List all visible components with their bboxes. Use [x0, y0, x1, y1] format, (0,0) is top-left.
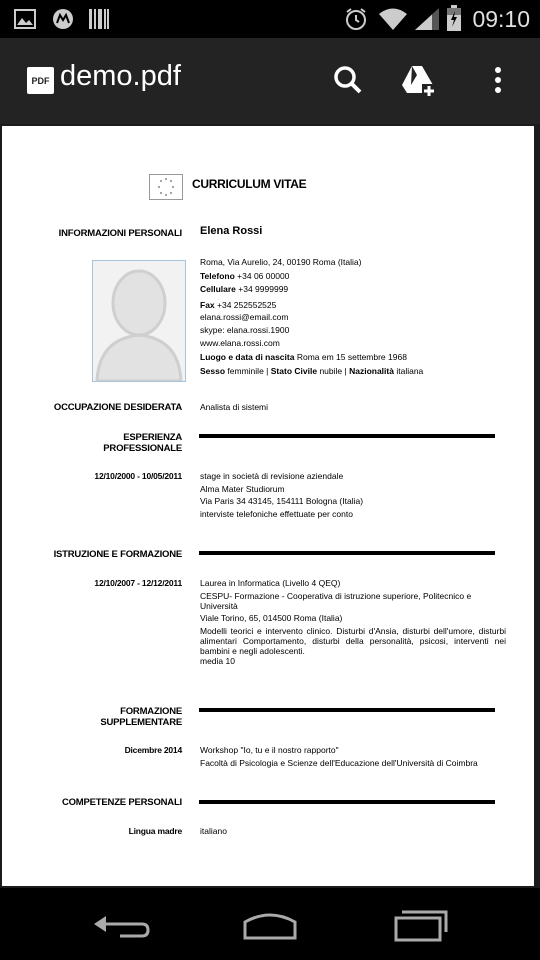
birth-value: Roma em 15 settembre 1968 [296, 352, 407, 362]
education-degree: Laurea in Informatica (Livello 4 QEQ) [200, 578, 341, 588]
birth-label: Luogo e data di nascita [200, 352, 295, 362]
nationality-value: italiana [396, 366, 424, 376]
section-heading-training [22, 706, 182, 728]
training-line: Workshop "Io, tu e il nostro rapporto" [200, 745, 339, 755]
gallery-notification-icon [14, 9, 36, 29]
training-date: Dicembre 2014 [124, 745, 182, 755]
personal-details-row [200, 366, 423, 377]
fax-row [200, 300, 276, 311]
separator: | [344, 366, 347, 376]
nationality-label: Nazionalità [349, 366, 394, 376]
clock-time: 09:10 [472, 6, 530, 32]
education-address: Viale Torino, 65, 014500 Roma (Italia) [200, 613, 343, 623]
battery-icon [446, 5, 462, 32]
heading-line: SUPPLEMENTARE [100, 717, 182, 728]
section-rule [199, 708, 495, 712]
phone-value: +34 06 00000 [237, 271, 290, 281]
education-description: Modelli teorici e intervento clinico. Disturbi d'Ansia, disturbi dell'umore, disturbi alimentari Comportamento, disturbi della personalità, psicosi, interventi nei bambini e negli adolescenti. [200, 626, 506, 656]
motorola-notification-icon [52, 8, 74, 30]
fax-value: +34 252552525 [217, 300, 277, 310]
website: www.elana.rossi.com [200, 338, 280, 348]
experience-dates: 12/10/2000 - 10/05/2011 [94, 471, 182, 481]
pdf-page[interactable] [2, 126, 534, 886]
section-heading-personal: INFORMAZIONI PERSONALI [58, 228, 182, 239]
back-icon[interactable] [86, 904, 156, 944]
experience-line: Via Paris 34 43145, 154111 Bologna (Italia) [200, 496, 364, 506]
separator: | [266, 366, 269, 376]
section-heading-education: ISTRUZIONE E FORMAZIONE [53, 549, 182, 560]
civil-status-value: nubile [319, 366, 343, 376]
skype: skype: elana.rossi.1900 [200, 325, 290, 335]
wifi-icon [378, 7, 408, 31]
profile-photo [92, 260, 186, 382]
phone-label: Telefono [200, 271, 235, 281]
document-title: demo.pdf [60, 60, 181, 92]
mobile-label: Cellulare [200, 284, 236, 294]
heading-line: FORMAZIONE [120, 706, 182, 717]
section-rule [199, 800, 495, 804]
section-heading-experience [22, 432, 182, 454]
phone-row [200, 271, 289, 282]
birth-row [200, 352, 407, 363]
address: Roma, Via Aurelio, 24, 00190 Roma (Italia) [200, 257, 362, 267]
civil-status-label: Stato Civile [270, 366, 318, 376]
sex-label: Sesso [200, 366, 226, 376]
alarm-icon [344, 7, 368, 31]
mobile-row [200, 284, 288, 295]
section-heading-skills: COMPETENZE PERSONALI [61, 797, 182, 808]
cv-title: CURRICULUM VITAE [192, 177, 307, 191]
add-to-drive-icon[interactable] [398, 60, 438, 100]
home-icon[interactable] [235, 904, 305, 944]
experience-line: interviste telefoniche effettuate per conto [200, 509, 353, 519]
person-name: Elena Rossi [200, 225, 263, 237]
education-dates: 12/10/2007 - 12/12/2011 [94, 578, 182, 588]
fax-label: Fax [200, 300, 215, 310]
cell-signal-icon [414, 7, 440, 31]
native-language-label: Lingua madre [128, 826, 182, 836]
sex-value: femminile [227, 366, 264, 376]
heading-line: ESPERIENZA [123, 432, 182, 443]
experience-line: Alma Mater Studiorum [200, 484, 285, 494]
pdf-file-icon: PDF [27, 67, 54, 94]
education-grade: media 10 [200, 656, 235, 666]
barcode-notification-icon [88, 8, 110, 30]
status-bar [0, 0, 540, 38]
section-heading-occupation: OCCUPAZIONE DESIDERATA [53, 402, 182, 413]
europass-logo [149, 174, 183, 200]
section-rule [199, 434, 495, 438]
training-line: Facoltà di Psicologia e Scienze dell'Educazione dell'Università di Coimbra [200, 758, 478, 768]
email: elana.rossi@email.com [200, 312, 289, 322]
education-institution: CESPU- Formazione - Cooperativa di istruzione superiore, Politecnico e Università [200, 591, 472, 611]
search-icon[interactable] [328, 60, 368, 100]
navigation-bar [0, 888, 540, 960]
more-options-icon[interactable] [478, 60, 518, 100]
native-language-value: italiano [200, 826, 227, 836]
occupation-value: Analista di sistemi [200, 402, 269, 412]
recent-apps-icon[interactable] [386, 904, 456, 944]
heading-line: PROFESSIONALE [103, 443, 182, 454]
experience-line: stage in società di revisione aziendale [200, 471, 344, 481]
mobile-value: +34 9999999 [238, 284, 289, 294]
app-bar [0, 38, 540, 124]
section-rule [199, 551, 495, 555]
